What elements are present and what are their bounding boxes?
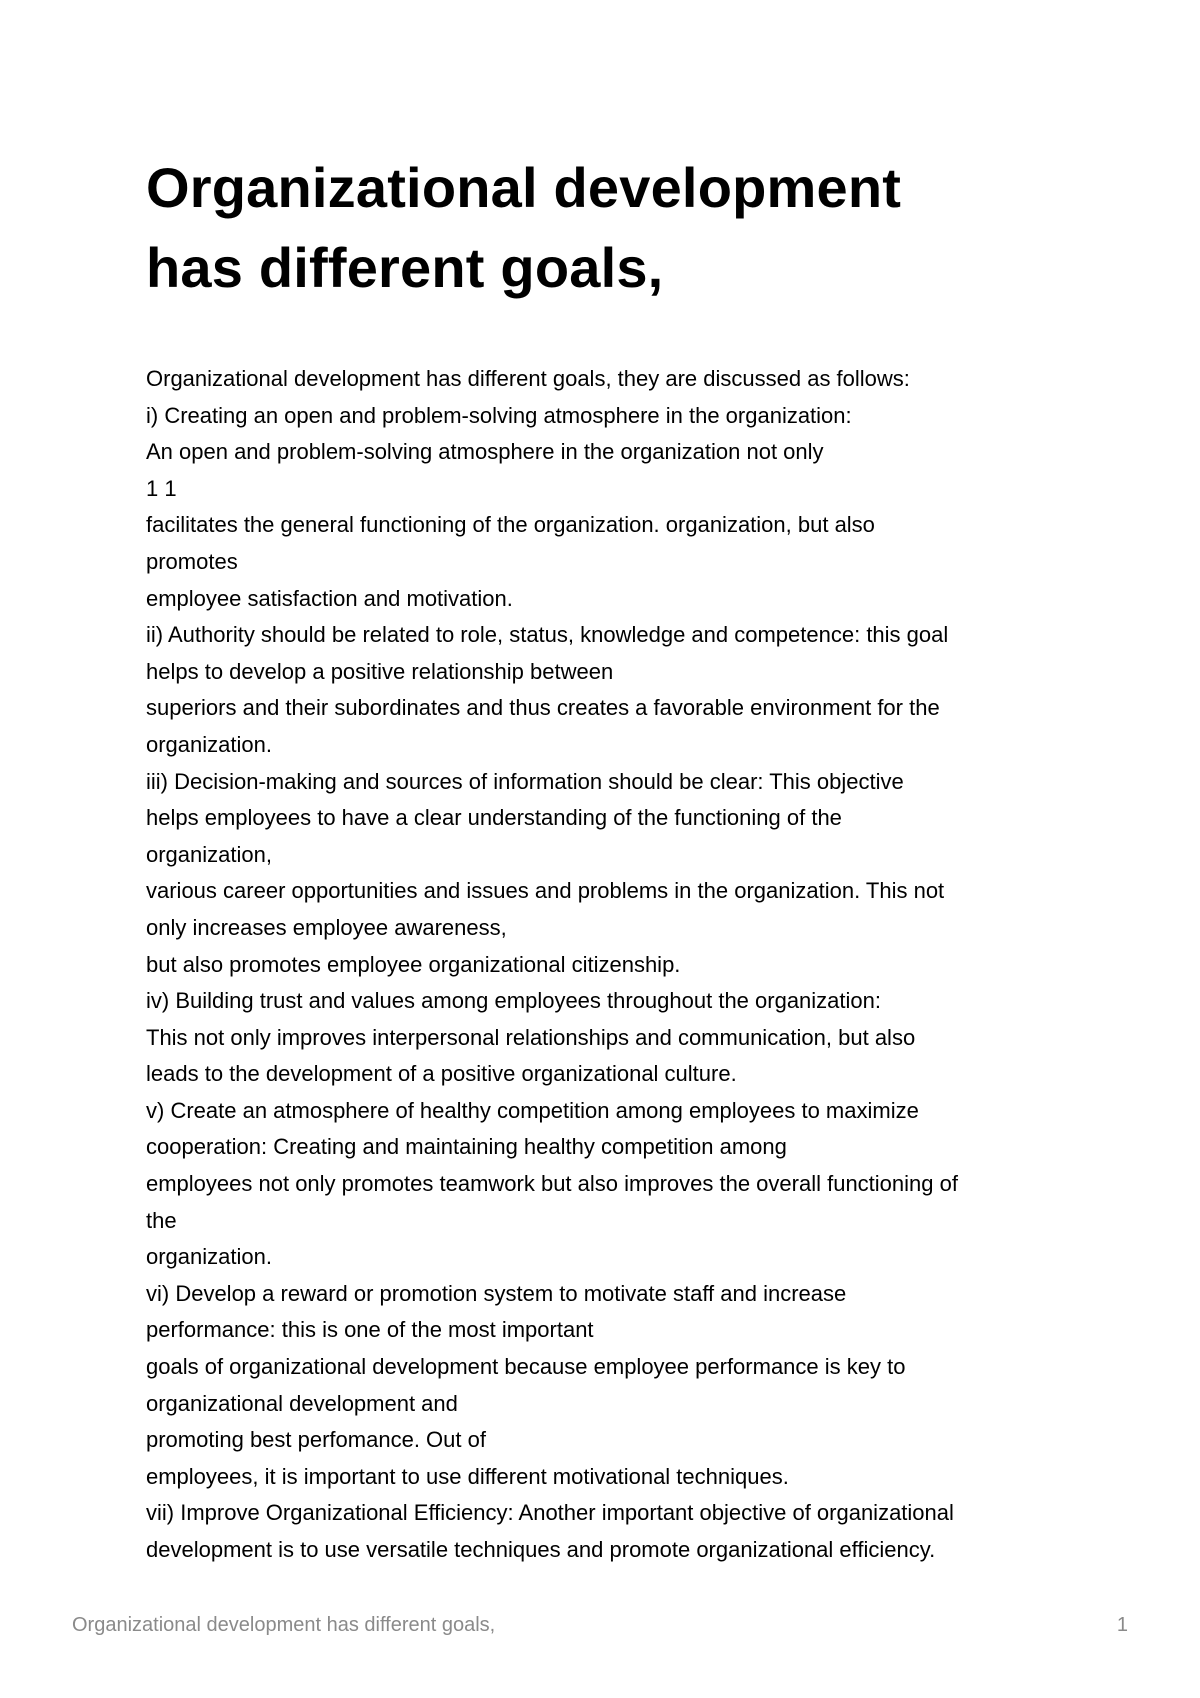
body-line: only increases employee awareness, xyxy=(146,914,507,940)
footer-title: Organizational development has different goals, xyxy=(72,1614,496,1636)
body-line: organization, xyxy=(146,841,272,867)
body-line: v) Create an atmosphere of healthy competition among employees to maximize xyxy=(146,1097,919,1123)
body-line: An open and problem-solving atmosphere in the organization not only xyxy=(146,439,824,465)
page-title xyxy=(146,148,1066,308)
body-line: vii) Improve Organizational Efficiency: Another important objective of organizational xyxy=(146,1500,954,1526)
body-line: ii) Authority should be related to role, status, knowledge and competence: this goal xyxy=(146,622,949,648)
body-line: facilitates the general functioning of the organization. organization, but also xyxy=(146,512,875,538)
body-line: iv) Building trust and values among employees throughout the organization: xyxy=(146,988,882,1014)
body-line: the xyxy=(146,1207,177,1233)
body-text xyxy=(146,361,1066,1569)
page-footer xyxy=(72,1614,1128,1637)
body-line: performance: this is one of the most important xyxy=(146,1317,594,1343)
body-line: This not only improves interpersonal relationships and communication, but also xyxy=(146,1024,916,1050)
body-line: various career opportunities and issues and problems in the organization. This not xyxy=(146,878,945,904)
page-content xyxy=(146,148,1066,1569)
body-line: promoting best perfomance. Out of xyxy=(146,1427,486,1453)
body-line: 1 1 xyxy=(146,475,177,501)
body-line: promotes xyxy=(146,548,238,574)
body-line: organization. xyxy=(146,731,272,757)
body-line: helps employees to have a clear understanding of the functioning of the xyxy=(146,805,842,831)
body-line: vi) Develop a reward or promotion system to motivate staff and increase xyxy=(146,1280,847,1306)
body-line: employees, it is important to use different motivational techniques. xyxy=(146,1463,789,1489)
page-number: 1 xyxy=(1116,1614,1128,1636)
body-line: goals of organizational development because employee performance is key to xyxy=(146,1354,906,1380)
body-line: organization. xyxy=(146,1244,272,1270)
body-line: cooperation: Creating and maintaining healthy competition among xyxy=(146,1134,787,1160)
body-line: organizational development and xyxy=(146,1390,458,1416)
title-line: Organizational development xyxy=(146,156,902,219)
body-line: but also promotes employee organizational citizenship. xyxy=(146,951,681,977)
body-line: employees not only promotes teamwork but also improves the overall functioning of xyxy=(146,1171,958,1197)
body-line: Organizational development has different goals, they are discussed as follows: xyxy=(146,366,910,391)
body-line: development is to use versatile techniques and promote organizational efficiency. xyxy=(146,1537,936,1562)
body-line: iii) Decision-making and sources of information should be clear: This objective xyxy=(146,768,904,794)
body-line: employee satisfaction and motivation. xyxy=(146,585,513,611)
body-line: superiors and their subordinates and thus creates a favorable environment for the xyxy=(146,695,940,721)
body-line: helps to develop a positive relationship between xyxy=(146,658,614,684)
body-line: i) Creating an open and problem-solving atmosphere in the organization: xyxy=(146,402,852,428)
title-line: has different goals, xyxy=(146,236,664,299)
body-line: leads to the development of a positive organizational culture. xyxy=(146,1061,737,1087)
